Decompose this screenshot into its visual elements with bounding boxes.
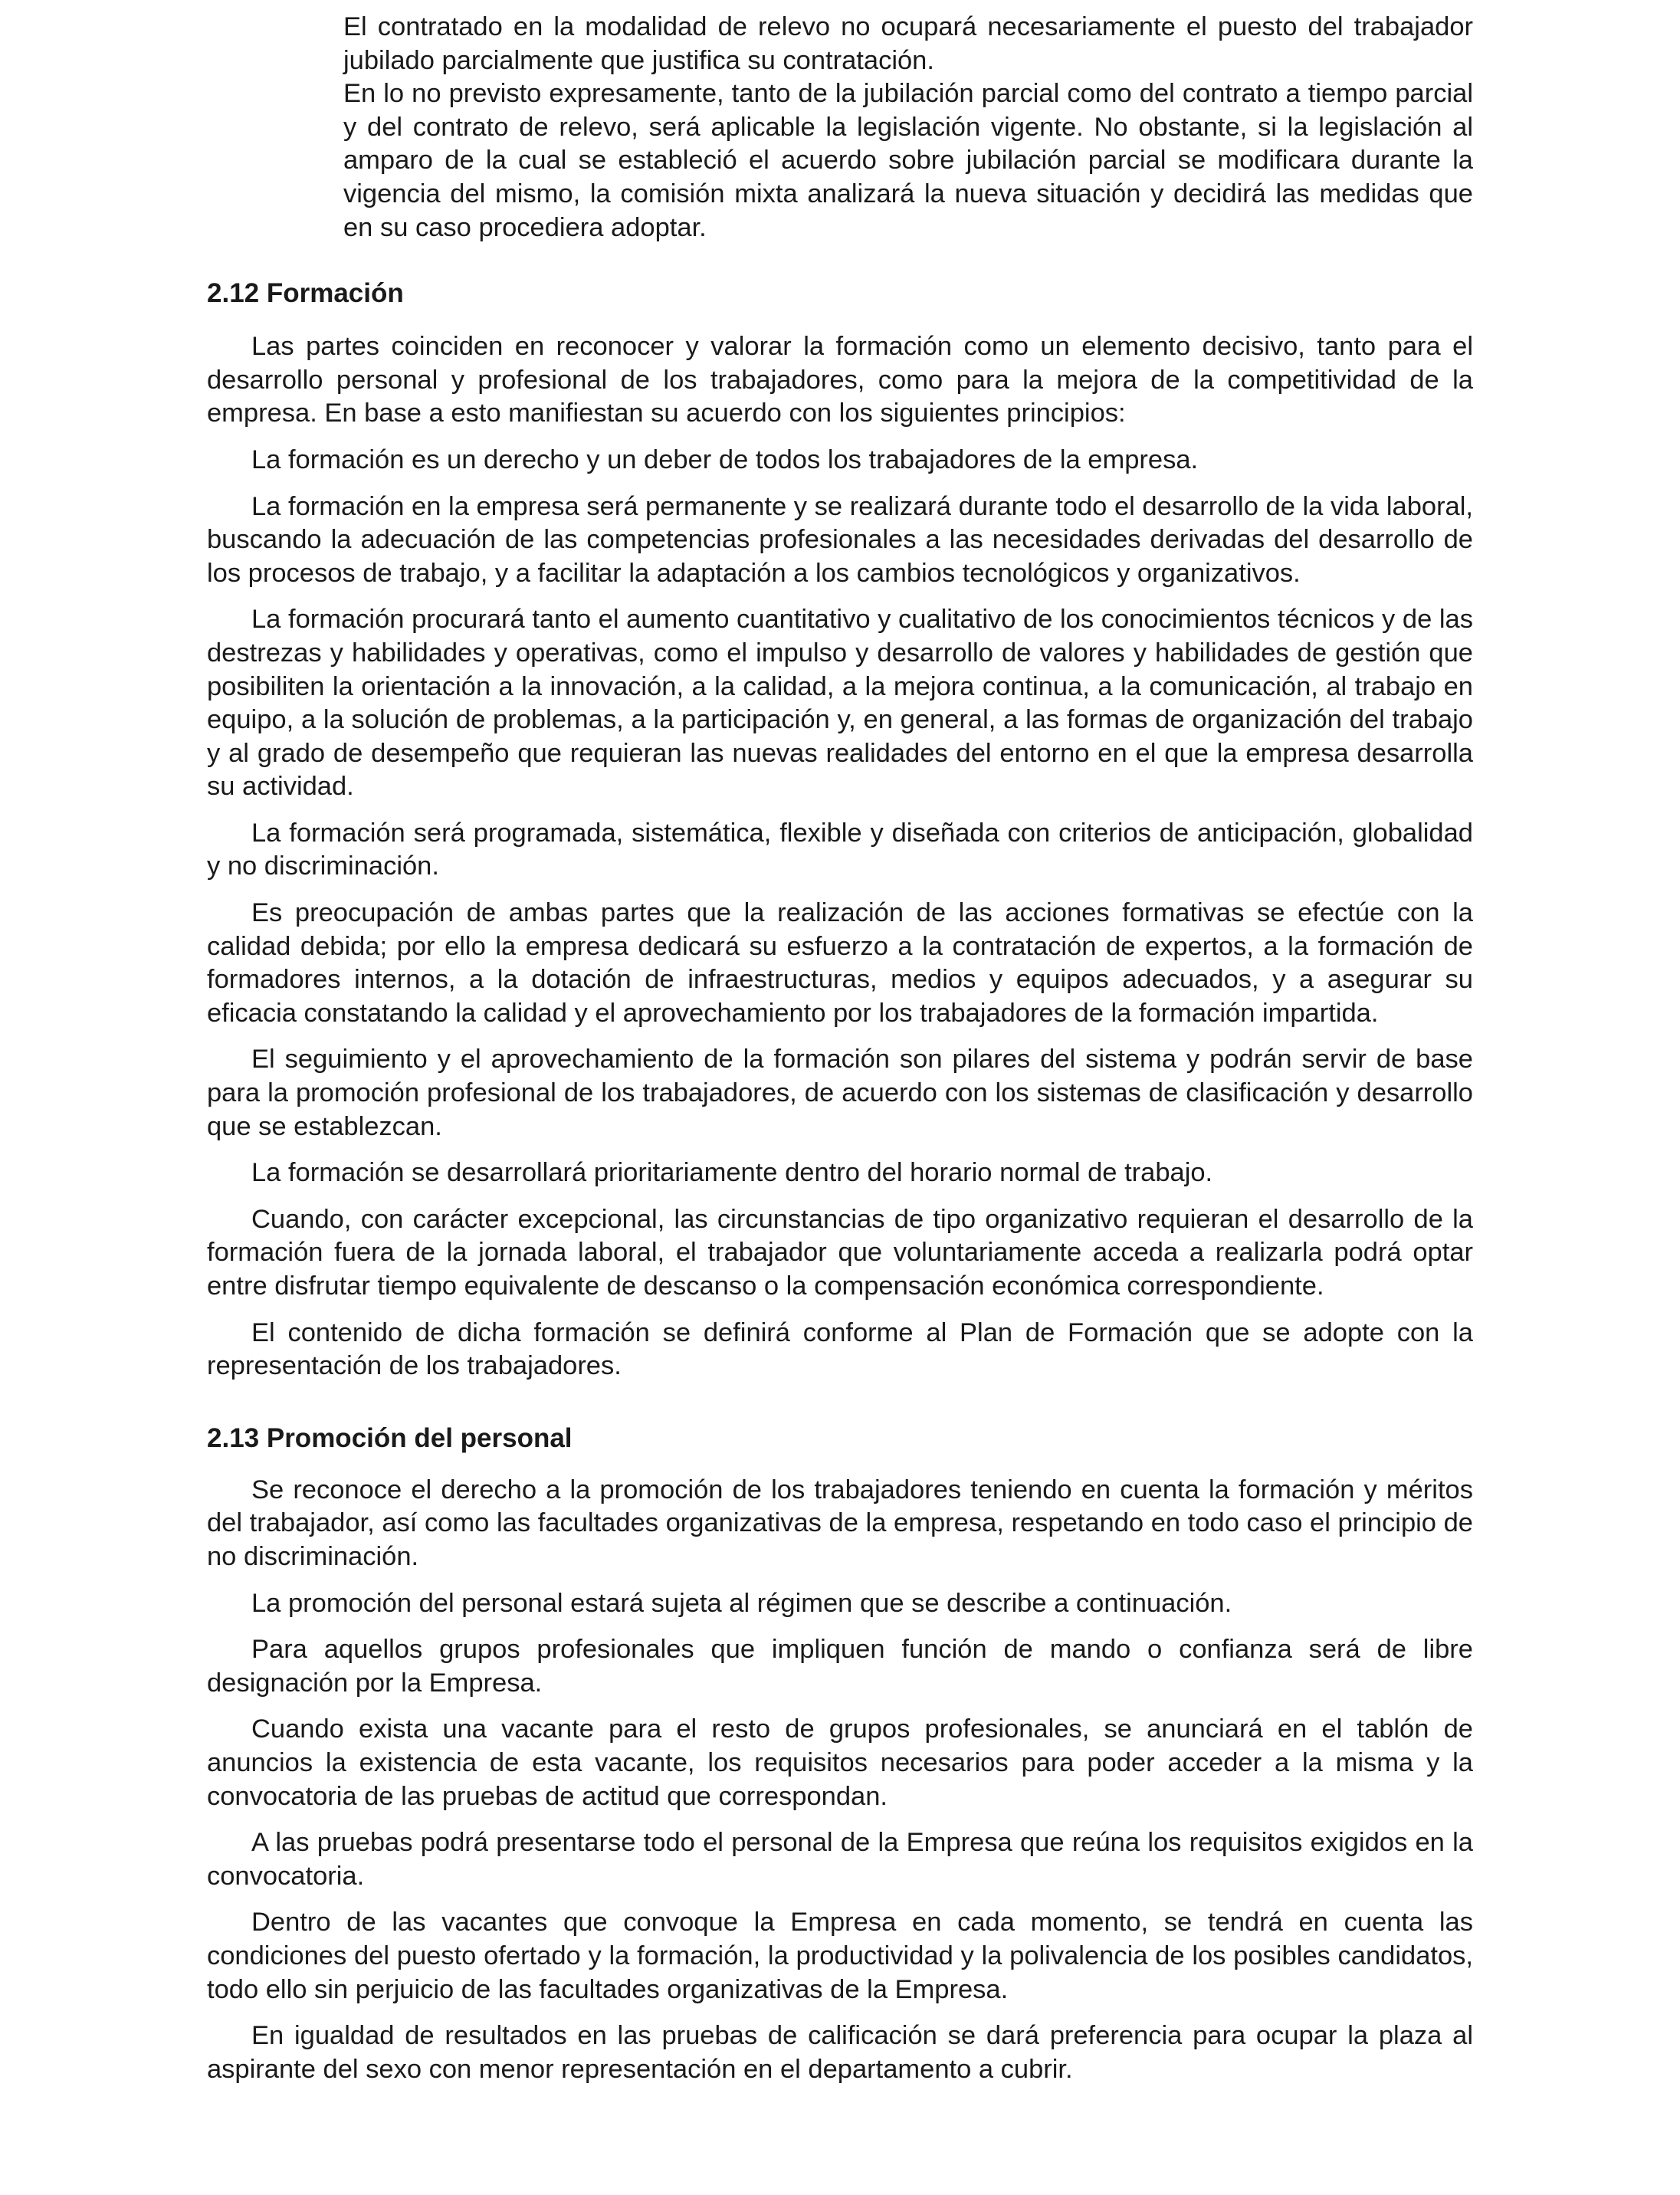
paragraph: El seguimiento y el aprovechamiento de la formación son pilares del sistema y podrán servir de base para la promoción profesional de los trabajadores, de acuerdo con los sistemas de clasificación y desarrollo que se establezcan. xyxy=(207,1045,1473,1141)
paragraph: La promoción del personal estará sujeta al régimen que se describe a continuación. xyxy=(251,1588,1232,1618)
intro-block xyxy=(343,11,1473,244)
paragraph: La formación en la empresa será permanente y se realizará durante todo el desarrollo de la vida laboral, buscando la adecuación de las competencias profesionales a las necesidades derivadas del desarrollo de los procesos de trabajo, y a facilitar la adaptación a los cambios tecnológicos y organizativos. xyxy=(207,491,1473,588)
document-page xyxy=(207,11,1473,2099)
paragraph: La formación procurará tanto el aumento cuantitativo y cualitativo de los conocimientos técnicos y de las destrezas y habilidades y operativas, como el impulso y desarrollo de valores y habilidades de gestión que posibiliten la orientación a la innovación, a la calidad, a la mejora continua, a la comunicación, al trabajo en equipo, a la solución de problemas, a la participación y, en general, a las formas de organización del trabajo y al grado de desempeño que requieran las nuevas realidades del entorno en el que la empresa desarrolla su actividad. xyxy=(207,605,1473,802)
section-heading-formacion: 2.12 Formación xyxy=(207,278,404,309)
paragraph: La formación será programada, sistemática, flexible y diseñada con criterios de anticipación, globalidad y no discriminación. xyxy=(207,818,1473,881)
paragraph: Cuando exista una vacante para el resto de grupos profesionales, se anunciará en el tablón de anuncios la existencia de esta vacante, los requisitos necesarios para poder acceder a la misma y la convocatoria de las pruebas de actitud que correspondan. xyxy=(207,1714,1473,1811)
paragraph: El contenido de dicha formación se definirá conforme al Plan de Formación que se adopte con la representación de los trabajadores. xyxy=(207,1317,1473,1381)
paragraph: La formación es un derecho y un deber de todos los trabajadores de la empresa. xyxy=(251,445,1199,474)
paragraph: Es preocupación de ambas partes que la realización de las acciones formativas se efectúe con la calidad debida; por ello la empresa dedicará su esfuerzo a la contratación de expertos, a la formación de formadores internos, a la dotación de infraestructuras, medios y equipos adecuados, y a asegurar su eficacia constatando la calidad y el aprovechamiento por los trabajadores de la formación impartida. xyxy=(207,898,1473,1028)
paragraph: Se reconoce el derecho a la promoción de los trabajadores teniendo en cuenta la formación y méritos del trabajador, así como las facultades organizativas de la empresa, respetando en todo caso el principio de no discriminación. xyxy=(207,1475,1473,1571)
paragraph: Las partes coinciden en reconocer y valorar la formación como un elemento decisivo, tanto para el desarrollo personal y profesional de los trabajadores, como para la mejora de la competitividad de la empresa. En base a esto manifiestan su acuerdo con los siguientes principios: xyxy=(207,332,1473,428)
section-heading-promocion: 2.13 Promoción del personal xyxy=(207,1422,573,1453)
paragraph: La formación se desarrollará prioritariamente dentro del horario normal de trabajo. xyxy=(251,1158,1213,1188)
paragraph: Cuando, con carácter excepcional, las circunstancias de tipo organizativo requieran el desarrollo de la formación fuera de la jornada laboral, el trabajador que voluntariamente acceda a realizarla podrá optar entre disfrutar tiempo equivalente de descanso o la compensación económica correspondiente. xyxy=(207,1204,1473,1301)
intro-paragraph: El contratado en la modalidad de relevo no ocupará necesariamente el puesto del trabajador jubilado parcialmente que justifica su contratación. xyxy=(343,12,1473,75)
paragraph: Dentro de las vacantes que convoque la Empresa en cada momento, se tendrá en cuenta las condiciones del puesto ofertado y la formación, la productividad y la polivalencia de los posibles candidatos, todo ello sin perjuicio de las facultades organizativas de la Empresa. xyxy=(207,1908,1473,2004)
paragraph: En igualdad de resultados en las pruebas de calificación se dará preferencia para ocupar la plaza al aspirante del sexo con menor representación en el departamento a cubrir. xyxy=(207,2021,1473,2084)
paragraph: Para aquellos grupos profesionales que impliquen función de mando o confianza será de libre designación por la Empresa. xyxy=(207,1635,1473,1698)
paragraph: A las pruebas podrá presentarse todo el personal de la Empresa que reúna los requisitos exigidos en la convocatoria. xyxy=(207,1828,1473,1891)
intro-paragraph: En lo no previsto expresamente, tanto de la jubilación parcial como del contrato a tiempo parcial y del contrato de relevo, será aplicable la legislación vigente. No obstante, si la legislación al amparo de la cual se estableció el acuerdo sobre jubilación parcial se modificara durante la vigencia del mismo, la comisión mixta analizará la nueva situación y decidirá las medidas que en su caso procediera adoptar. xyxy=(343,79,1473,242)
